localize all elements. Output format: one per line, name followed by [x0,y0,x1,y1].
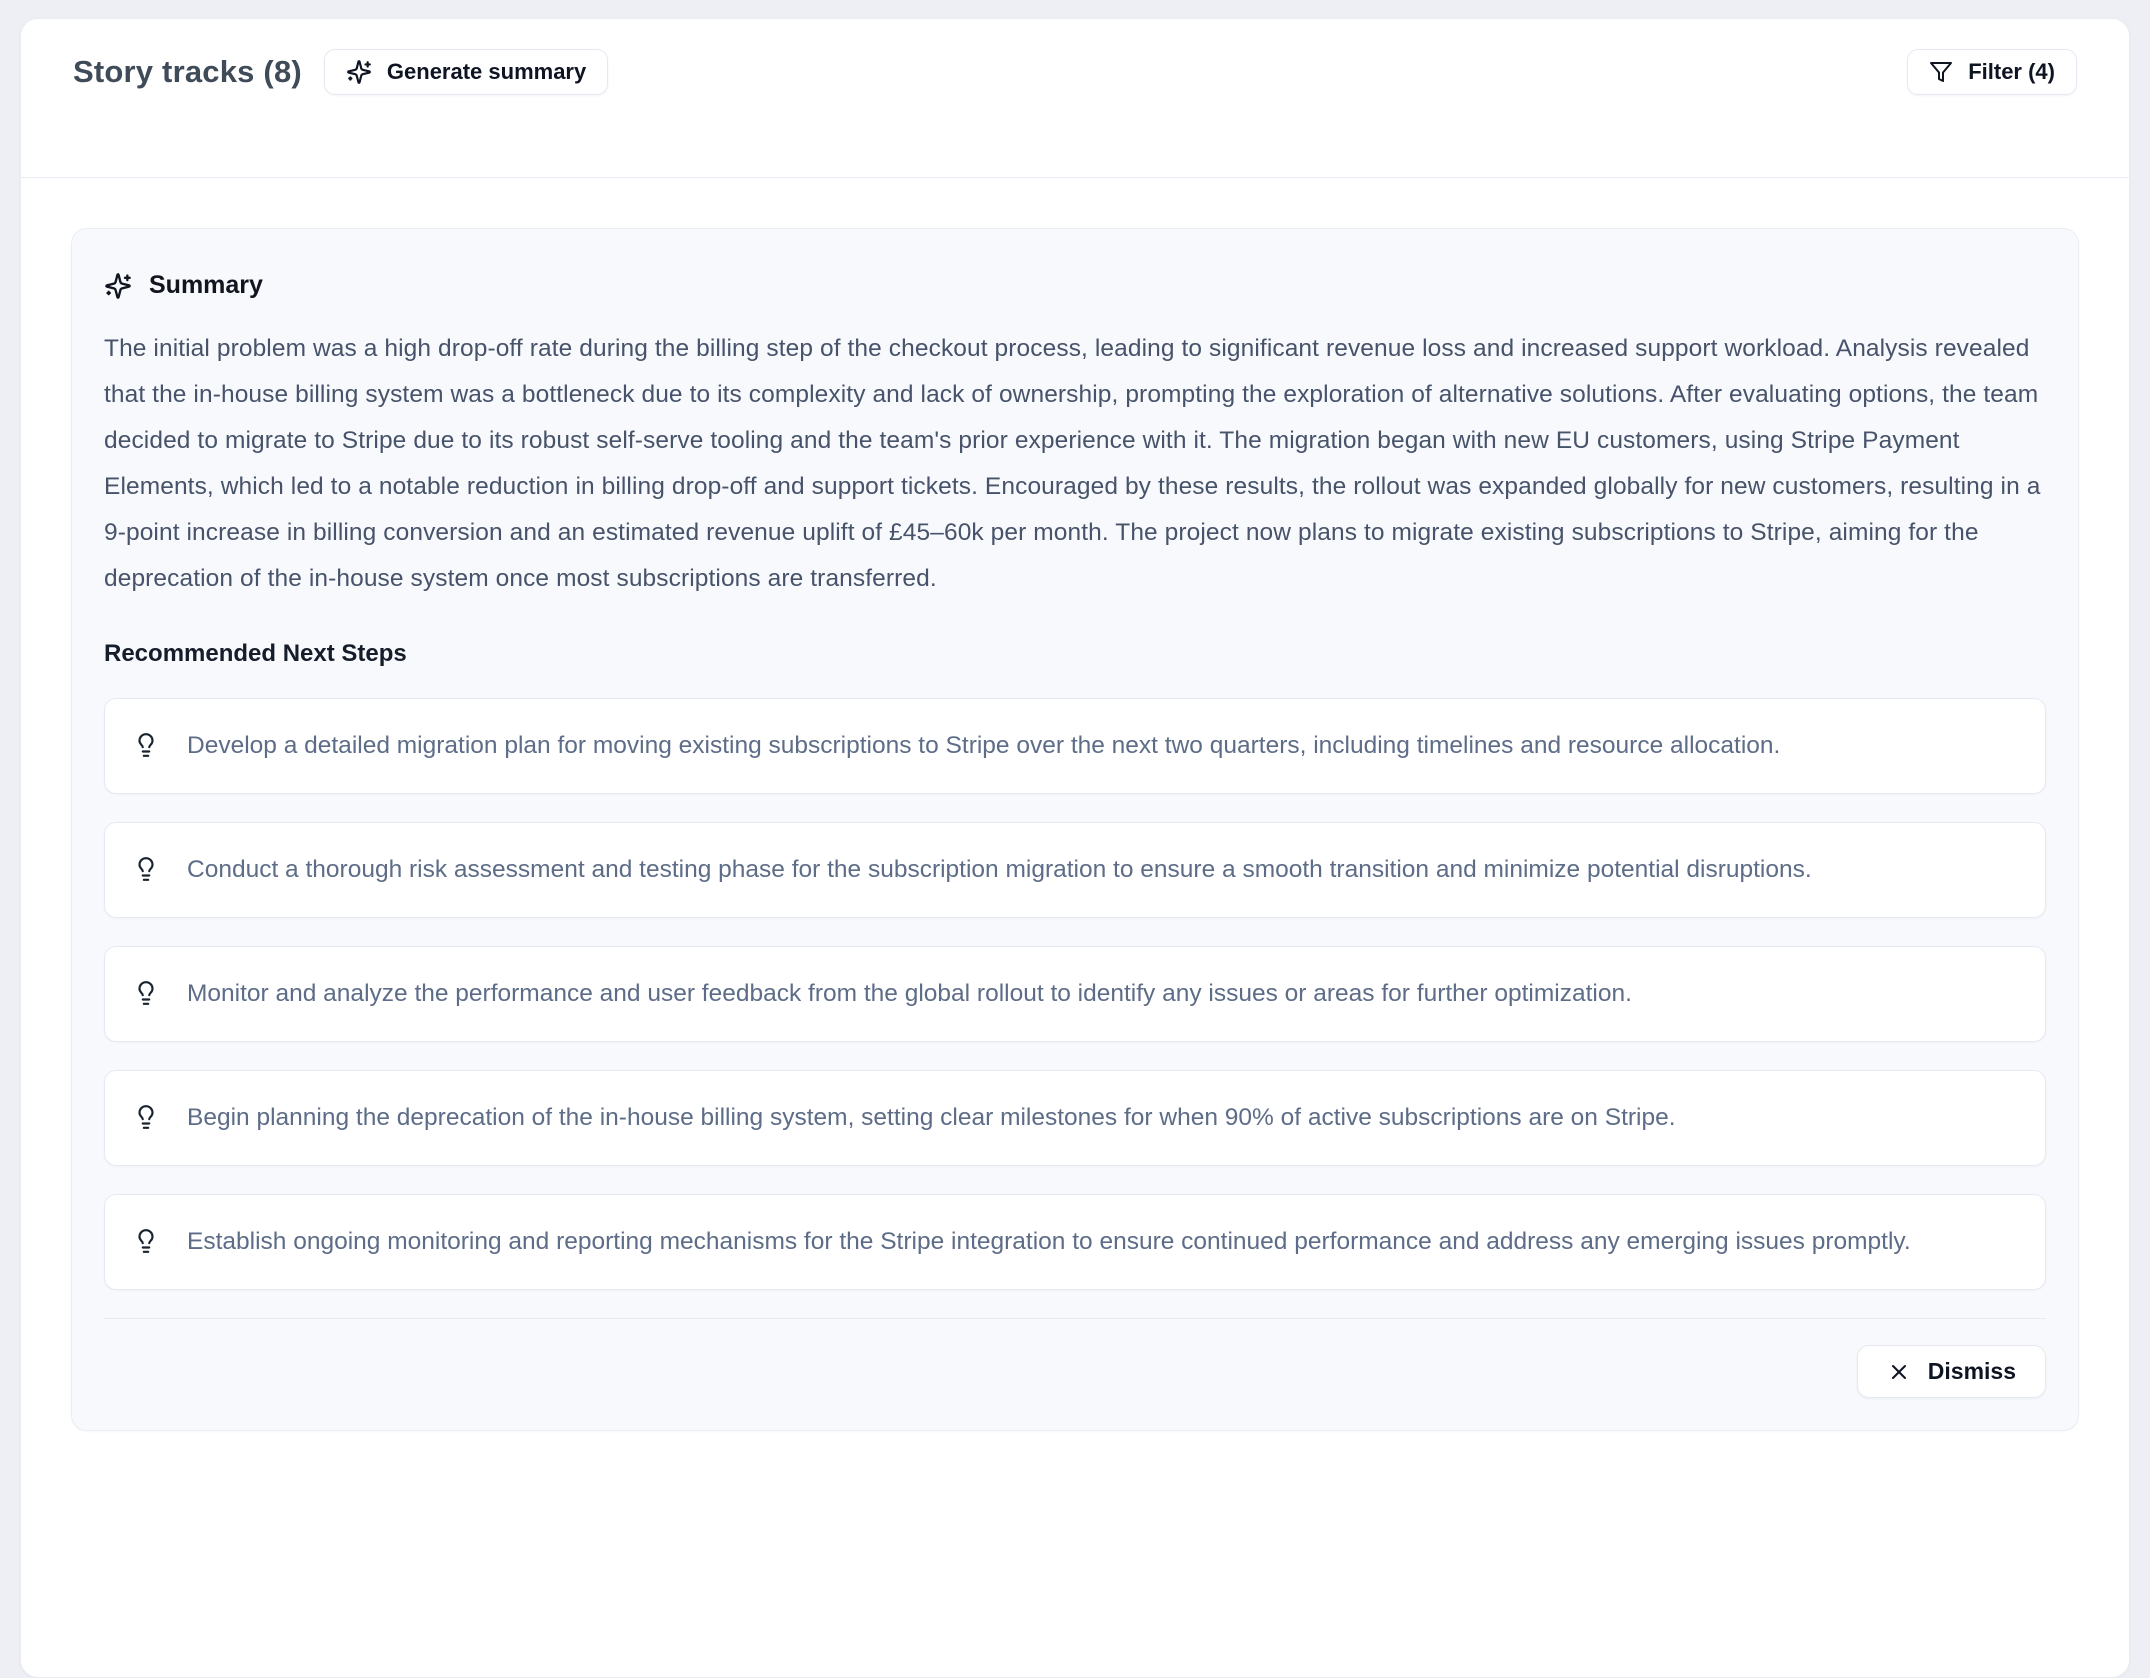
next-step-text: Conduct a thorough risk assessment and testing phase for the subscription migration to ensure a smooth transition and minimize potential disruptions. [187,856,1812,883]
dismiss-label: Dismiss [1927,1358,2016,1384]
page-title: Story tracks (8) [73,54,302,89]
next-step-text: Establish ongoing monitoring and reporting mechanisms for the Stripe integration to ensure continued performance and address any emerging issues promptly. [187,1228,1911,1255]
story-tracks-panel [20,18,2130,1678]
summary-section [21,178,2129,1481]
next-step-card [104,822,2046,918]
next-steps-list [104,698,2046,1290]
summary-body-text: The initial problem was a high drop-off rate during the billing step of the checkout process, leading to significant revenue loss and increased support workload. Analysis revealed that the in-house billing system was a bottleneck due to its complexity and lack of ownership, prompting the exploration of alternative solutions. After evaluating options, the team decided to migrate to Stripe due to its robust self-serve tooling and the team's prior experience with it. The migration began with new EU customers, using Stripe Payment Elements, which led to a notable reduction in billing drop-off and support tickets. Encouraged by these results, the rollout was expanded globally for new customers, resulting in a 9-point increase in billing conversion and an estimated revenue uplift of £45–60k per month. The project now plans to migrate existing subscriptions to Stripe, aiming for the deprecation of the in-house system once most subscriptions are transferred. [104,335,2041,592]
summary-card-header [104,271,2046,300]
next-step-text: Develop a detailed migration plan for moving existing subscriptions to Stripe over the next two quarters, including timelines and resource allocation. [187,732,1781,759]
filter-button[interactable] [1907,49,2077,95]
next-step-card [104,946,2046,1042]
filter-label: Filter (4) [1968,59,2055,84]
lightbulb-icon [133,1104,159,1130]
x-icon [1887,1360,1911,1384]
next-step-card [104,1194,2046,1290]
summary-footer-divider [104,1318,2046,1319]
next-step-card [104,698,2046,794]
dismiss-button[interactable] [1857,1345,2046,1398]
next-step-card [104,1070,2046,1166]
sparkles-icon [104,272,132,300]
panel-header [21,19,2129,178]
generate-summary-label: Generate summary [386,59,587,84]
lightbulb-icon [133,980,159,1006]
sparkles-icon [346,59,372,85]
summary-card [71,228,2079,1431]
funnel-icon [1929,60,1953,84]
generate-summary-button[interactable] [324,49,608,95]
lightbulb-icon [133,732,159,758]
next-steps-heading: Recommended Next Steps [104,640,407,667]
next-step-text: Begin planning the deprecation of the in-house billing system, setting clear milestones for when 90% of active subscriptions are on Stripe. [187,1104,1676,1131]
lightbulb-icon [133,856,159,882]
lightbulb-icon [133,1228,159,1254]
summary-footer [104,1345,2046,1398]
summary-title: Summary [149,271,263,299]
next-step-text: Monitor and analyze the performance and user feedback from the global rollout to identify any issues or areas for further optimization. [187,980,1632,1007]
